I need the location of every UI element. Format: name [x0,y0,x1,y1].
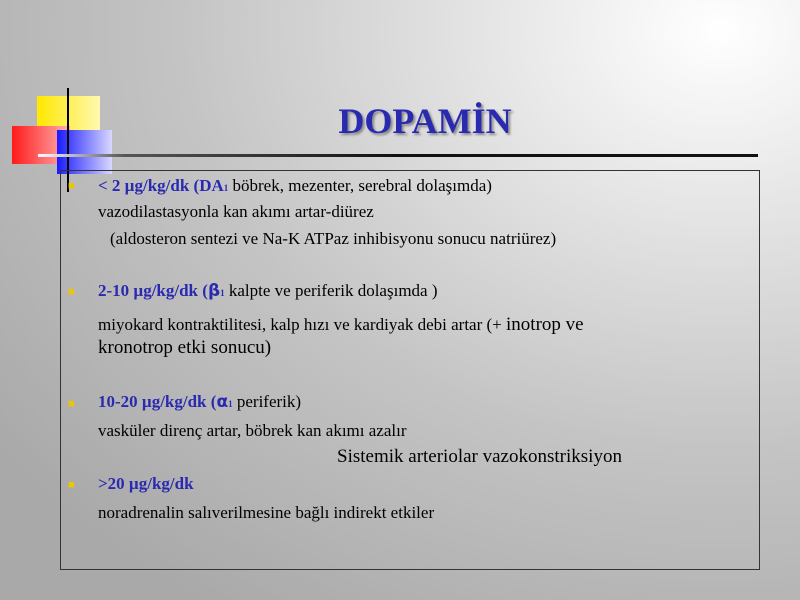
bullet-square-icon: ■ [68,479,75,491]
bullet-square-icon: ■ [68,180,75,192]
item-3-heading: 10-20 µg/kg/dk (α1 periferik) [98,392,302,412]
item-4-heading: >20 µg/kg/dk [98,474,194,493]
item-1-line-1: vazodilastasyonla kan akımı artar-diürez [98,202,374,221]
item-3-line-1: vasküler direnç artar, böbrek kan akımı azalır [98,421,407,440]
item-2-heading: 2-10 µg/kg/dk (β1 kalpte ve periferik dolaşımda ) [98,281,438,301]
slide-title: DOPAMİN [338,101,512,141]
bullet-square-icon: ■ [68,286,75,298]
bullet-square-icon: ■ [68,398,75,410]
title-underline [38,154,758,157]
item-1-heading: < 2 µg/kg/dk (DA1 böbrek, mezenter, serebral dolaşımda) [98,176,492,195]
item-2-line-2: kronotrop etki sonucu) [98,337,272,358]
item-3-line-2: Sistemik arteriolar vazokonstriksiyon [337,446,622,467]
item-1-line-2: (aldosteron sentezi ve Na-K ATPaz inhibisyonu sonucu natriürez) [110,229,557,248]
item-2-line-1: miyokard kontraktilitesi, kalp hızı ve kardiyak debi artar (+ inotrop ve [98,314,584,335]
item-4-line-1: noradrenalin salıverilmesine bağlı indirekt etkiler [98,503,435,522]
